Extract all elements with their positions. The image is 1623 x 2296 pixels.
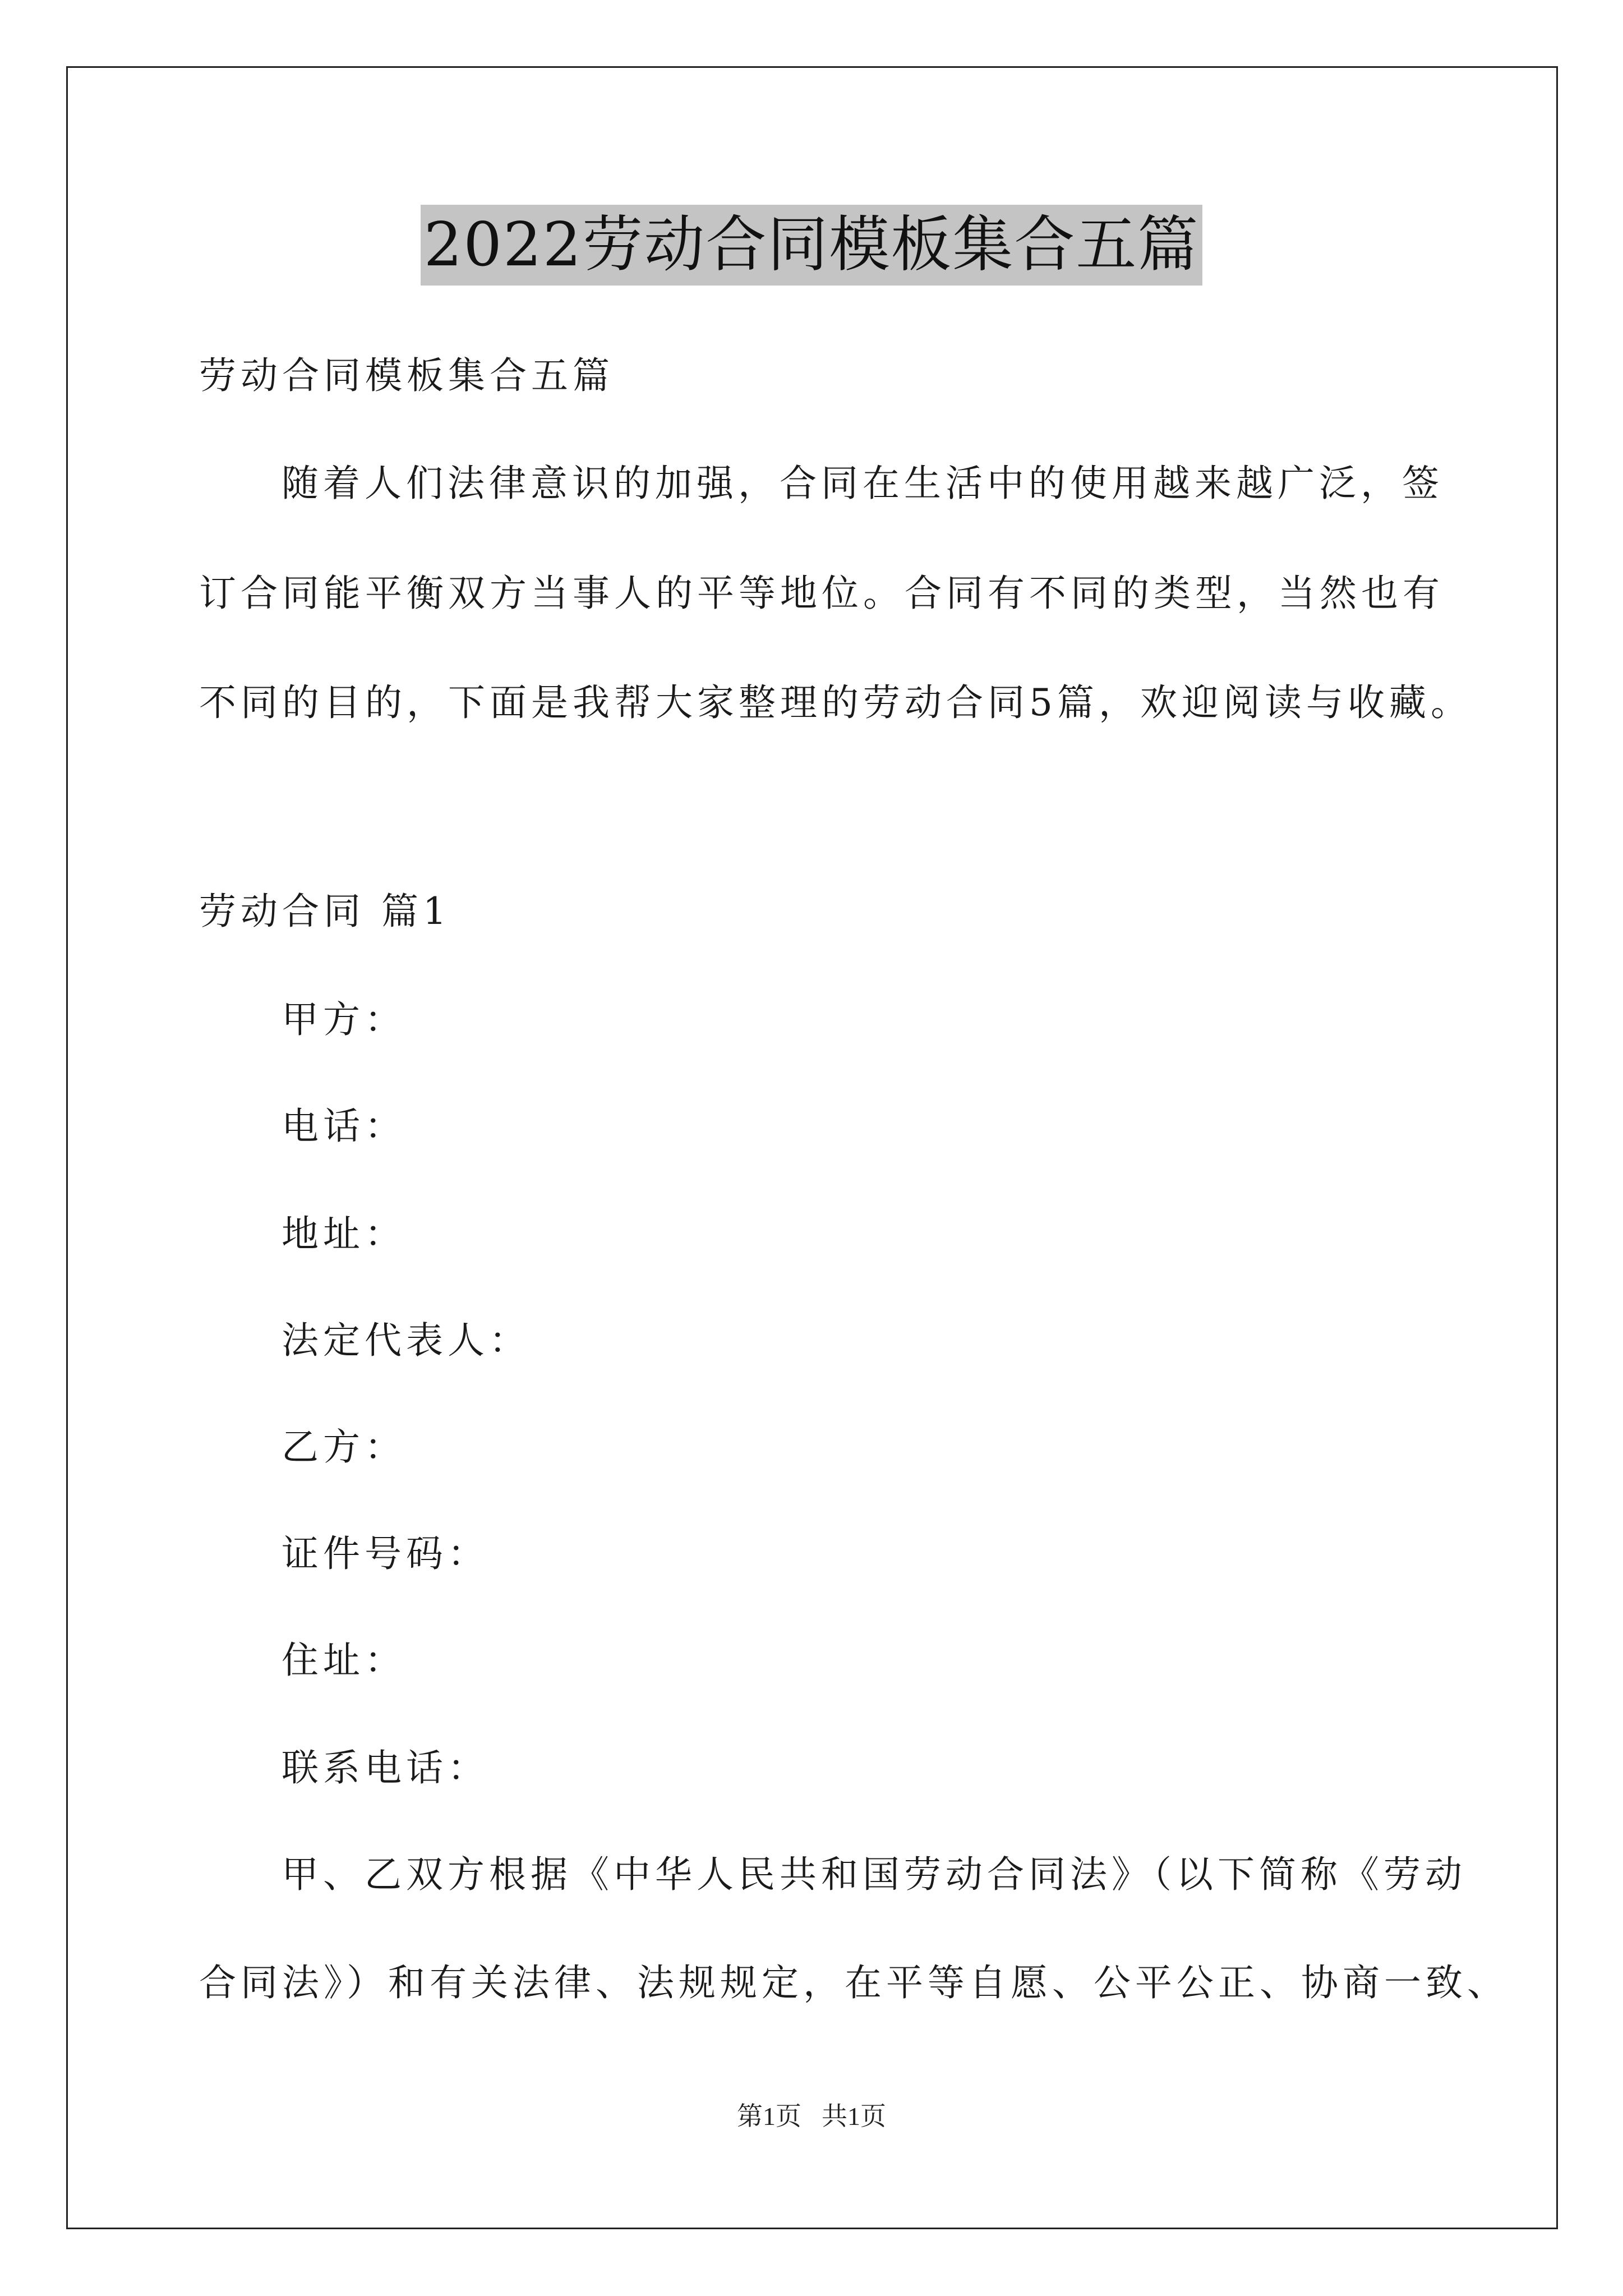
section-heading: 劳动合同 篇1	[199, 890, 451, 933]
page-number-current: 第1页	[737, 2102, 801, 2131]
field-id-number: 证件号码：	[282, 1532, 489, 1575]
title-container	[0, 205, 1623, 286]
body-line-2: 合同法》）和有关法律、法规规定，在平等自愿、公平公正、协商一致、	[199, 1961, 1509, 2004]
field-contact-phone: 联系电话：	[282, 1746, 489, 1789]
page-footer	[0, 2101, 1623, 2132]
document-title: 2022劳动合同模板集合五篇	[421, 205, 1203, 286]
field-residence: 住址：	[282, 1639, 406, 1682]
field-legal-representative: 法定代表人：	[282, 1319, 531, 1362]
intro-line-1: 随着人们法律意识的加强，合同在生活中的使用越来越广泛，签	[282, 462, 1444, 505]
intro-line-2: 订合同能平衡双方当事人的平等地位。合同有不同的类型，当然也有	[199, 572, 1444, 615]
page-number-total: 共1页	[822, 2102, 886, 2131]
field-address: 地址：	[282, 1212, 406, 1255]
document-subtitle: 劳动合同模板集合五篇	[199, 354, 614, 397]
field-party-a: 甲方：	[282, 998, 406, 1041]
field-party-b: 乙方：	[282, 1425, 406, 1469]
intro-line-3: 不同的目的，下面是我帮大家整理的劳动合同5篇，欢迎阅读与收藏。	[199, 681, 1472, 724]
field-phone: 电话：	[282, 1105, 406, 1148]
body-line-1: 甲、乙双方根据《中华人民共和国劳动合同法》（以下简称《劳动	[282, 1853, 1467, 1896]
